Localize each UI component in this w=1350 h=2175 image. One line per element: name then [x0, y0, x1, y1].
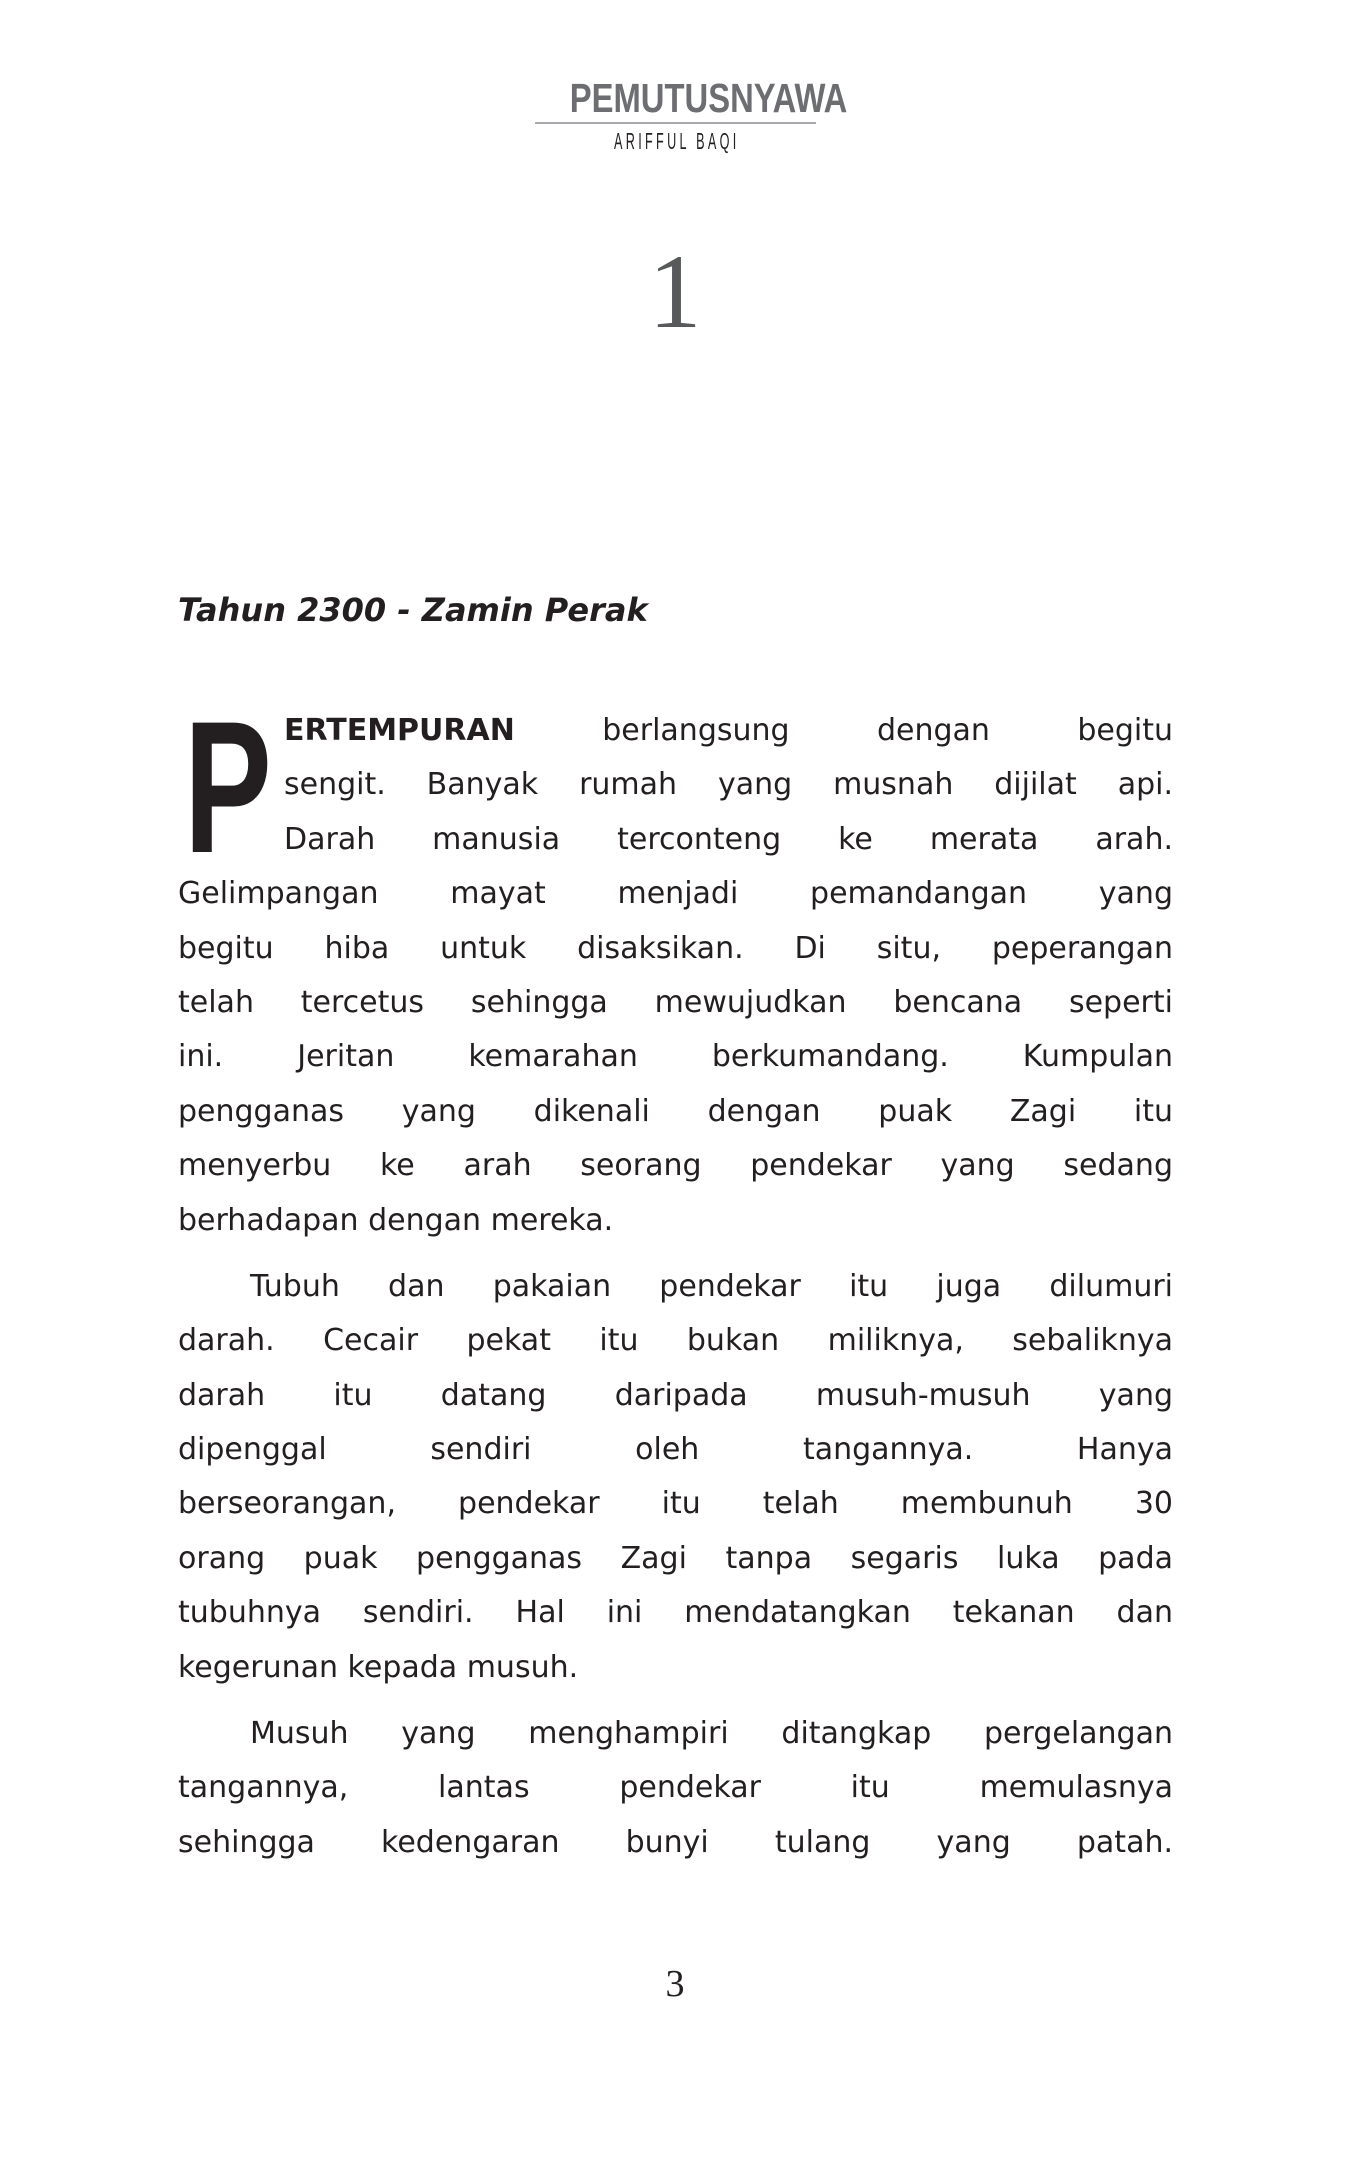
text-line: darah itu datang daripada musuh-musuh yang — [178, 1377, 1173, 1413]
text-line: kegerunan kepada musuh. — [178, 1649, 579, 1685]
text-line: begitu hiba untuk disaksikan. Di situ, peperangan — [178, 930, 1173, 966]
text-line: ERTEMPURAN berlangsung dengan begitu — [284, 713, 1173, 748]
paragraph-1 — [178, 704, 1173, 1248]
chapter-number: 1 — [648, 233, 702, 350]
text-line: telah tercetus sehingga mewujudkan bencana seperti — [178, 984, 1173, 1020]
body-text — [178, 704, 1173, 1882]
header-rule — [535, 122, 816, 124]
text-line: tubuhnya sendiri. Hal ini mendatangkan tekanan dan — [178, 1595, 1173, 1631]
text-line: menyerbu ke arah seorang pendekar yang sedang — [178, 1148, 1173, 1184]
paragraph-3 — [178, 1707, 1173, 1870]
lead-word: ERTEMPURAN — [284, 713, 515, 748]
drop-cap: P — [184, 682, 272, 892]
page-number: 3 — [665, 1963, 685, 2005]
book-title-text: PEMUTUSNYAWA — [569, 75, 848, 121]
text-line: darah. Cecair pekat itu bukan miliknya, sebaliknya — [178, 1323, 1173, 1359]
text-line: dipenggal sendiri oleh tangannya. Hanya — [178, 1432, 1173, 1468]
paragraph-2 — [178, 1260, 1173, 1695]
text-line: berseorangan, pendekar itu telah membunuh 30 — [178, 1486, 1173, 1522]
text-line: Tubuh dan pakaian pendekar itu juga dilumuri — [250, 1268, 1173, 1304]
text-line: sengit. Banyak rumah yang musnah dijilat api. — [284, 767, 1173, 803]
text-line: orang puak pengganas Zagi tanpa segaris luka pada — [178, 1540, 1173, 1576]
text-line: Gelimpangan mayat menjadi pemandangan yang — [178, 876, 1173, 912]
text-line: ini. Jeritan kemarahan berkumandang. Kumpulan — [178, 1039, 1173, 1075]
author-name — [535, 128, 816, 154]
text-line: tangannya, lantas pendekar itu memulasnya — [178, 1770, 1173, 1806]
text-line: berhadapan dengan mereka. — [178, 1202, 614, 1238]
text-line: sehingga kedengaran bunyi tulang yang patah. — [178, 1824, 1173, 1860]
book-title — [535, 75, 848, 121]
running-header — [535, 75, 848, 156]
text-line: Darah manusia terconteng ke merata arah. — [284, 821, 1173, 857]
text-line: pengganas yang dikenali dengan puak Zagi itu — [178, 1093, 1173, 1129]
text-line: Musuh yang menghampiri ditangkap pergelangan — [250, 1716, 1173, 1752]
author-name-text: ARIFFUL BAQI — [614, 128, 740, 154]
chapter-subtitle: Tahun 2300 - Zamin Perak — [178, 591, 648, 629]
